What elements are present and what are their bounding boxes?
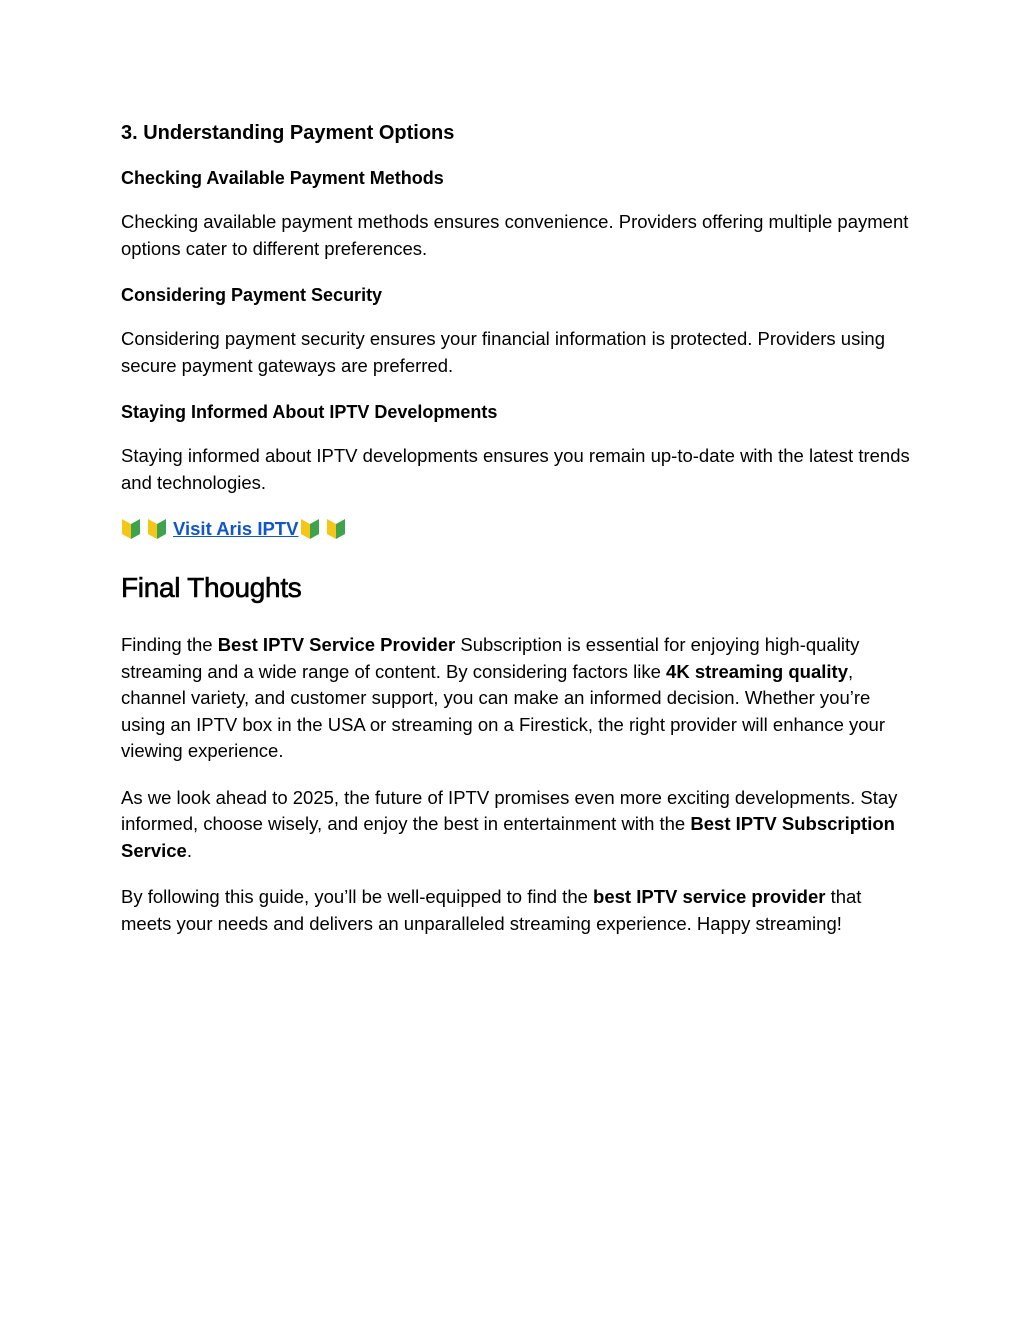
text-run: By following this guide, you’ll be well-equipped to find the [121, 886, 594, 907]
subsection-title-payment-methods: Checking Available Payment Methods [121, 168, 444, 188]
subsection-body-payment-methods: Checking available payment methods ensures convenience. Providers offering multiple payment options cater to different preferences. [121, 211, 909, 259]
text-run: As we look ahead to 2025, the future of IPTV promises even more exciting developments. Stay informed, choose wisely, and enjoy the best in entertainment with the [121, 786, 898, 834]
document-page [121, 118, 911, 957]
bold-run: Best IPTV Subscription Service [121, 813, 895, 861]
final-paragraph-2 [121, 785, 911, 865]
text-run: , channel variety, and customer support, you can make an informed decision. Whether you’re using an IPTV box in the USA or streaming on a Firestick, the right provider will enhance your viewing experience. [121, 660, 886, 761]
subsection-title-iptv-developments: Staying Informed About IPTV Developments [121, 402, 498, 422]
text-run: Subscription is essential for enjoying high-quality streaming and a wide range of content. By considering factors like [121, 634, 860, 682]
beginner-badge-icon [121, 518, 141, 540]
final-paragraph-1 [121, 632, 911, 765]
beginner-badge-icon [326, 518, 346, 540]
beginner-badge-icon [300, 518, 320, 540]
bold-run: 4K streaming quality [666, 660, 848, 682]
section-heading: 3. Understanding Payment Options [121, 122, 455, 144]
text-run: that meets your needs and delivers an unparalleled streaming experience. Happy streaming! [121, 886, 862, 934]
final-paragraph-3 [121, 884, 911, 937]
bold-run: best IPTV service provider [593, 886, 826, 907]
subsection-body-payment-security: Considering payment security ensures your financial information is protected. Providers using secure payment gateways are preferred. [121, 328, 886, 376]
subsection-body-iptv-developments: Staying informed about IPTV developments ensures you remain up-to-date with the latest trends and technologies. [121, 445, 910, 493]
subsection-title-payment-security: Considering Payment Security [121, 285, 383, 305]
visit-aris-iptv-link[interactable]: Visit Aris IPTV [173, 518, 299, 539]
bold-run: Best IPTV Service Provider [217, 634, 456, 655]
beginner-badge-icon [147, 518, 167, 540]
text-run: Finding the [121, 634, 218, 655]
cta-row [121, 516, 911, 542]
final-thoughts-heading: Final Thoughts [121, 572, 302, 603]
text-run: . [186, 839, 192, 861]
